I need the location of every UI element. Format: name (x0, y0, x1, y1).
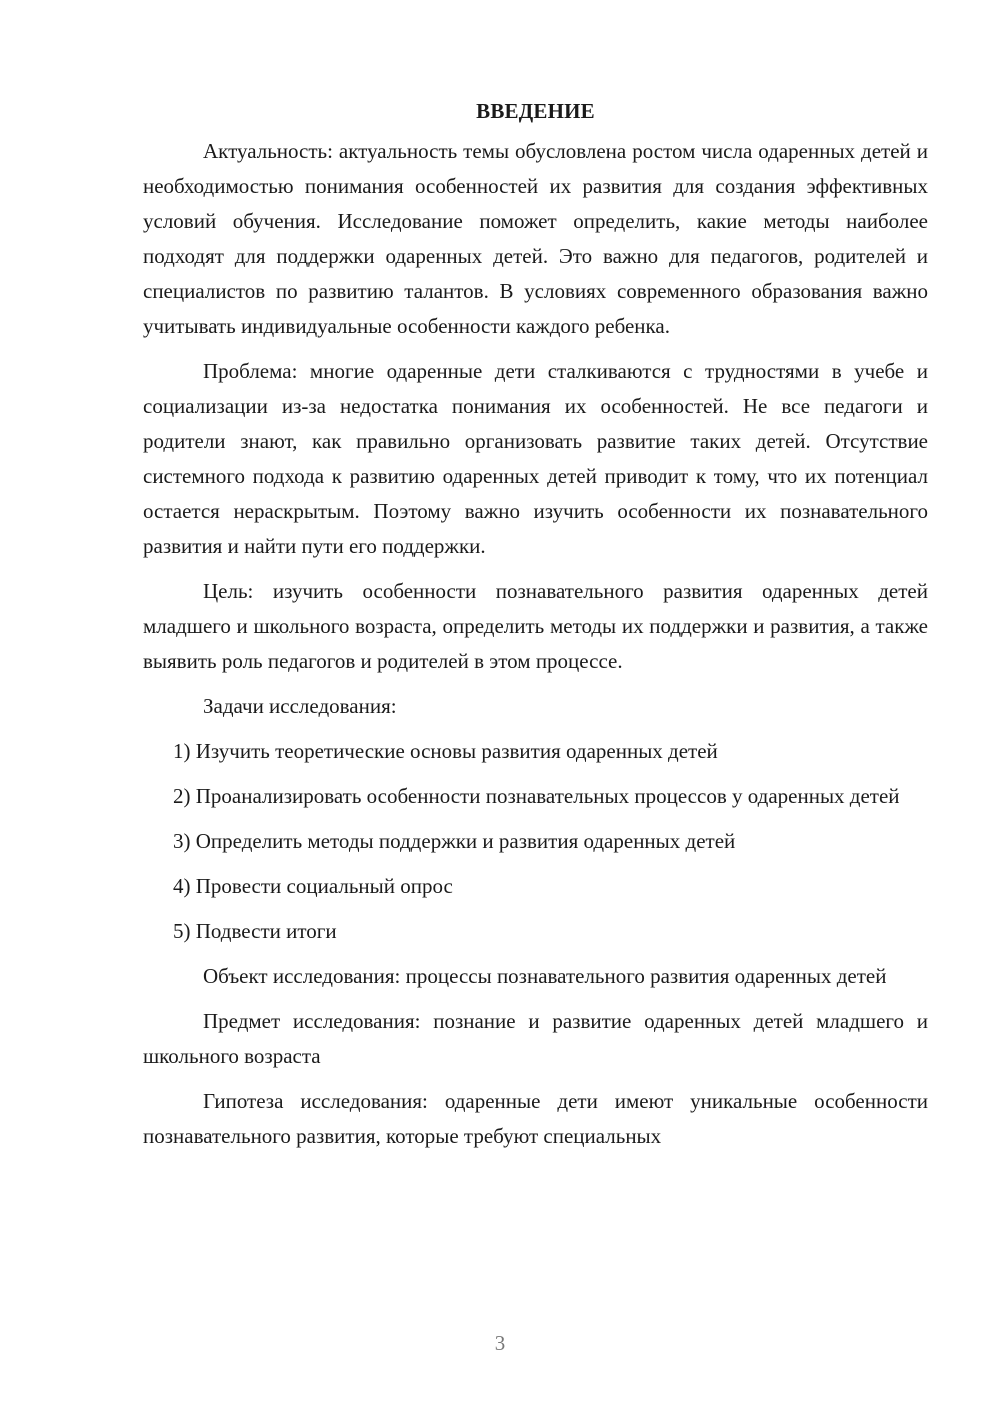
paragraph-problem: Проблема: многие одаренные дети сталкиваются с трудностями в учебе и социализации из-за недостатка понимания их особенностей. Не все педагоги и родители знают, как правильно организовать развитие таких детей. Отсутствие системного подхода к развитию одаренных детей приводит к тому, что их потенциал остается нераскрытым. Поэтому важно изучить особенности их познавательного развития и найти пути его поддержки. (143, 359, 928, 558)
tasks-heading: Задачи исследования: (203, 694, 397, 718)
task-item-1: 1) Изучить теоретические основы развития одаренных детей (173, 739, 718, 763)
paragraph-hypothesis: Гипотеза исследования: одаренные дети имеют уникальные особенности познавательного развития, которые требуют специальных (143, 1089, 928, 1148)
task-item-4: 4) Провести социальный опрос (173, 874, 453, 898)
paragraph-goal: Цель: изучить особенности познавательного развития одаренных детей младшего и школьного возраста, определить методы их поддержки и развития, а также выявить роль педагогов и родителей в этом процессе. (143, 579, 928, 673)
task-item-5: 5) Подвести итоги (173, 919, 337, 943)
paragraph-relevance: Актуальность: актуальность темы обусловлена ростом числа одаренных детей и необходимостью понимания особенностей их развития для создания эффективных условий обучения. Исследование поможет определить, какие методы наиболее подходят для поддержки одаренных детей. Это важно для педагогов, родителей и специалистов по развитию талантов. В условиях современного образования важно учитывать индивидуальные особенности каждого ребенка. (143, 139, 928, 338)
task-item-2: 2) Проанализировать особенности познавательных процессов у одаренных детей (173, 784, 900, 808)
paragraph-object: Объект исследования: процессы познавательного развития одаренных детей (203, 964, 887, 988)
page-number: 3 (494, 1331, 506, 1355)
task-item-3: 3) Определить методы поддержки и развития одаренных детей (173, 829, 736, 853)
section-title: ВВЕДЕНИЕ (476, 99, 595, 123)
paragraph-subject: Предмет исследования: познание и развитие одаренных детей младшего и школьного возраста (143, 1009, 928, 1068)
document-page (143, 96, 928, 1164)
